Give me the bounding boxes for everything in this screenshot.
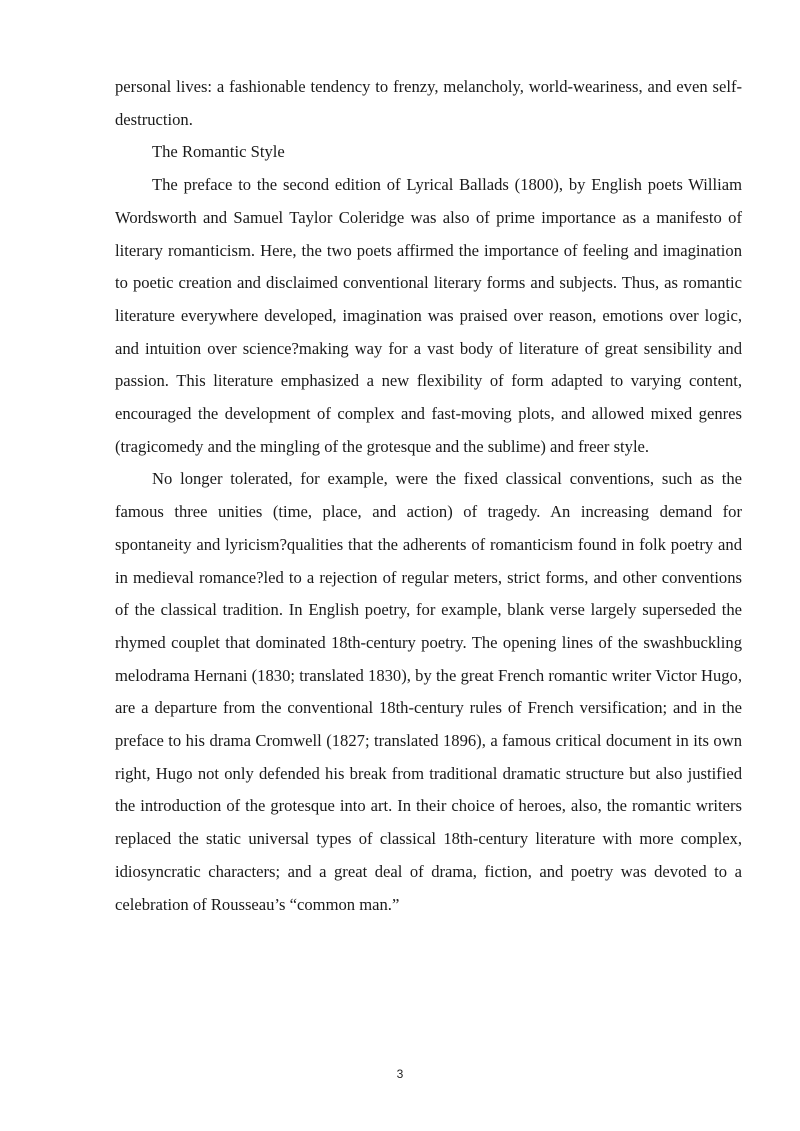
paragraph-classical-conventions: No longer tolerated, for example, were the fixed classical conventions, such as the famous three unities (time, place, and action) of tragedy. An increasing demand for spontaneity and lyricism?qualities that the adherents of romanticism found in folk poetry and in medieval romance?led to a rejection of regular meters, strict forms, and other conventions of the classical tradition. In English poetry, for example, blank verse largely superseded the rhymed couplet that dominated 18th-century poetry. The opening lines of the swashbuckling melodrama Hernani (1830; translated 1830), by the great French romantic writer Victor Hugo, are a departure from the conventional 18th-century rules of French versification; and in the preface to his drama Cromwell (1827; translated 1896), a famous critical document in its own right, Hugo not only defended his break from traditional dramatic structure but also justified the introduction of the grotesque into art. In their choice of heroes, also, the romantic writers replaced the static universal types of classical 18th-century literature with more complex, idiosyncratic characters; and a great deal of drama, fiction, and poetry was devoted to a celebration of Rousseau’s “common man.” (115, 469, 742, 914)
page-number: 3 (396, 1067, 404, 1081)
document-body (115, 71, 742, 921)
paragraph-lyrical-ballads: The preface to the second edition of Lyrical Ballads (1800), by English poets William Wordsworth and Samuel Taylor Coleridge was also of prime importance as a manifesto of literary romanticism. Here, the two poets affirmed the importance of feeling and imagination to poetic creation and disclaimed conventional literary forms and subjects. Thus, as romantic literature everywhere developed, imagination was praised over reason, emotions over logic, and intuition over science?making way for a vast body of literature of great sensibility and passion. This literature emphasized a new flexibility of form adapted to varying content, encouraged the development of complex and fast-moving plots, and allowed mixed genres (tragicomedy and the mingling of the grotesque and the sublime) and freer style. (115, 175, 742, 456)
section-heading: The Romantic Style (152, 142, 285, 162)
paragraph-continuation: personal lives: a fashionable tendency to frenzy, melancholy, world-weariness, and even self-destruction. (115, 77, 742, 129)
